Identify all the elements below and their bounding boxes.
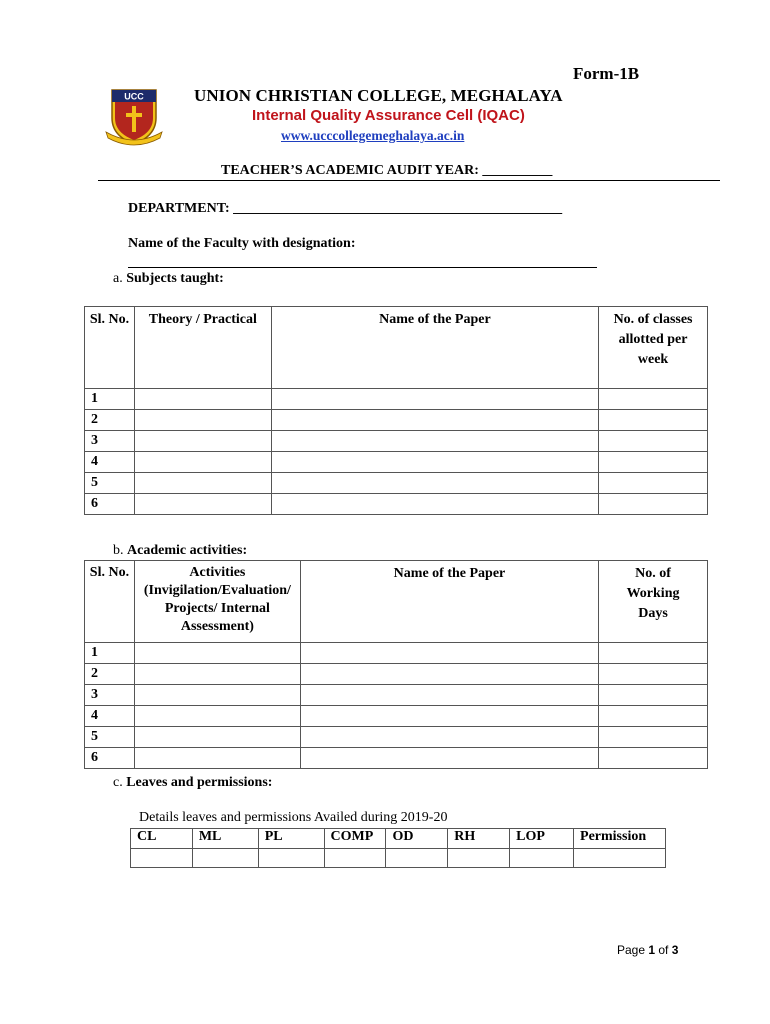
section-b-prefix: b. bbox=[113, 543, 124, 558]
row-number: 3 bbox=[85, 685, 135, 706]
input-cell[interactable] bbox=[134, 431, 271, 452]
section-b-heading bbox=[113, 543, 247, 559]
input-cell[interactable] bbox=[134, 664, 300, 685]
input-cell[interactable] bbox=[271, 431, 598, 452]
section-c-heading bbox=[113, 775, 272, 791]
table-row bbox=[85, 473, 708, 494]
input-cell[interactable] bbox=[599, 685, 708, 706]
subjects-table bbox=[84, 306, 708, 515]
input-cell[interactable] bbox=[574, 849, 666, 868]
table-row bbox=[85, 410, 708, 431]
col-paper-name: Name of the Paper bbox=[300, 561, 598, 643]
input-cell[interactable] bbox=[271, 452, 598, 473]
table-row bbox=[85, 494, 708, 515]
input-cell[interactable] bbox=[599, 431, 708, 452]
table-header-row bbox=[85, 307, 708, 389]
row-number: 2 bbox=[85, 664, 135, 685]
input-cell[interactable] bbox=[599, 664, 708, 685]
leaves-header-row bbox=[131, 829, 666, 849]
leaves-table bbox=[130, 828, 666, 868]
form-id: Form-1B bbox=[573, 64, 640, 83]
input-cell[interactable] bbox=[134, 727, 300, 748]
iqac-title: Internal Quality Assurance Cell (IQAC) bbox=[252, 107, 525, 124]
input-cell[interactable] bbox=[271, 473, 598, 494]
col-comp: COMP bbox=[324, 829, 386, 849]
table-row bbox=[85, 748, 708, 769]
input-cell[interactable] bbox=[599, 706, 708, 727]
col-cl: CL bbox=[131, 829, 193, 849]
table-row bbox=[85, 706, 708, 727]
input-cell[interactable] bbox=[300, 727, 598, 748]
input-cell[interactable] bbox=[131, 849, 193, 868]
input-cell[interactable] bbox=[599, 389, 708, 410]
faculty-input-line[interactable] bbox=[128, 267, 597, 268]
input-cell[interactable] bbox=[134, 389, 271, 410]
row-number: 2 bbox=[85, 410, 135, 431]
row-number: 5 bbox=[85, 727, 135, 748]
input-cell[interactable] bbox=[300, 643, 598, 664]
row-number: 6 bbox=[85, 494, 135, 515]
table-row bbox=[85, 727, 708, 748]
input-cell[interactable] bbox=[599, 748, 708, 769]
college-name: UNION CHRISTIAN COLLEGE, MEGHALAYA bbox=[194, 86, 563, 105]
table-row bbox=[85, 431, 708, 452]
col-activities: Activities (Invigilation/Evaluation/ Projects/ Internal Assessment) bbox=[134, 561, 300, 643]
col-rh: RH bbox=[448, 829, 510, 849]
input-cell[interactable] bbox=[324, 849, 386, 868]
row-number: 3 bbox=[85, 431, 135, 452]
input-cell[interactable] bbox=[599, 494, 708, 515]
table-row bbox=[131, 849, 666, 868]
logo-text: UCC bbox=[124, 91, 144, 102]
website-link[interactable]: www.ucccollegemeghalaya.ac.in bbox=[281, 128, 465, 143]
input-cell[interactable] bbox=[386, 849, 448, 868]
input-cell[interactable] bbox=[300, 664, 598, 685]
col-working-days: No. of Working Days bbox=[599, 561, 708, 643]
table-row bbox=[85, 389, 708, 410]
row-number: 4 bbox=[85, 452, 135, 473]
col-paper-name: Name of the Paper bbox=[271, 307, 598, 389]
page-current: 1 bbox=[648, 943, 656, 957]
input-cell[interactable] bbox=[271, 410, 598, 431]
col-classes-per-week: No. of classes allotted per week bbox=[599, 307, 708, 389]
input-cell[interactable] bbox=[300, 706, 598, 727]
page-prefix: Page bbox=[617, 943, 649, 957]
leaves-caption: Details leaves and permissions Availed during 2019-20 bbox=[139, 810, 448, 825]
col-theory-practical: Theory / Practical bbox=[134, 307, 271, 389]
section-b-title: Academic activities: bbox=[127, 543, 248, 558]
table-row bbox=[85, 685, 708, 706]
input-cell[interactable] bbox=[134, 706, 300, 727]
col-sl-no: Sl. No. bbox=[85, 561, 135, 643]
col-ml: ML bbox=[192, 829, 258, 849]
input-cell[interactable] bbox=[510, 849, 574, 868]
table-row bbox=[85, 664, 708, 685]
row-number: 1 bbox=[85, 389, 135, 410]
input-cell[interactable] bbox=[271, 389, 598, 410]
input-cell[interactable] bbox=[271, 494, 598, 515]
col-sl-no: Sl. No. bbox=[85, 307, 135, 389]
input-cell[interactable] bbox=[134, 452, 271, 473]
section-a-title: Subjects taught: bbox=[126, 271, 224, 286]
row-number: 1 bbox=[85, 643, 135, 664]
col-od: OD bbox=[386, 829, 448, 849]
col-pl: PL bbox=[258, 829, 324, 849]
section-a-prefix: a. bbox=[113, 271, 123, 286]
section-c-title: Leaves and permissions: bbox=[126, 775, 273, 790]
section-a-heading bbox=[113, 271, 224, 287]
input-cell[interactable] bbox=[134, 410, 271, 431]
col-lop: LOP bbox=[510, 829, 574, 849]
divider bbox=[98, 180, 720, 181]
input-cell[interactable] bbox=[448, 849, 510, 868]
input-cell[interactable] bbox=[599, 473, 708, 494]
input-cell[interactable] bbox=[300, 748, 598, 769]
audit-year-field[interactable]: TEACHER’S ACADEMIC AUDIT YEAR: __________ bbox=[221, 163, 553, 178]
department-field[interactable]: DEPARTMENT: _______________________________________________ bbox=[128, 201, 563, 216]
page-number bbox=[617, 943, 678, 957]
row-number: 6 bbox=[85, 748, 135, 769]
input-cell[interactable] bbox=[134, 643, 300, 664]
table-row bbox=[85, 643, 708, 664]
table-header-row bbox=[85, 561, 708, 643]
page-of: of bbox=[655, 943, 672, 957]
input-cell[interactable] bbox=[599, 643, 708, 664]
input-cell[interactable] bbox=[599, 727, 708, 748]
input-cell[interactable] bbox=[300, 685, 598, 706]
input-cell[interactable] bbox=[134, 494, 271, 515]
row-number: 4 bbox=[85, 706, 135, 727]
crest-icon bbox=[102, 84, 166, 148]
col-permission: Permission bbox=[574, 829, 666, 849]
input-cell[interactable] bbox=[192, 849, 258, 868]
input-cell[interactable] bbox=[599, 452, 708, 473]
input-cell[interactable] bbox=[258, 849, 324, 868]
page-total: 3 bbox=[671, 943, 679, 957]
input-cell[interactable] bbox=[134, 748, 300, 769]
table-row bbox=[85, 452, 708, 473]
input-cell[interactable] bbox=[134, 685, 300, 706]
activities-table bbox=[84, 560, 708, 769]
input-cell[interactable] bbox=[599, 410, 708, 431]
row-number: 5 bbox=[85, 473, 135, 494]
college-logo bbox=[102, 84, 166, 148]
section-c-prefix: c. bbox=[113, 775, 123, 790]
input-cell[interactable] bbox=[134, 473, 271, 494]
faculty-label: Name of the Faculty with designation: bbox=[128, 236, 356, 251]
